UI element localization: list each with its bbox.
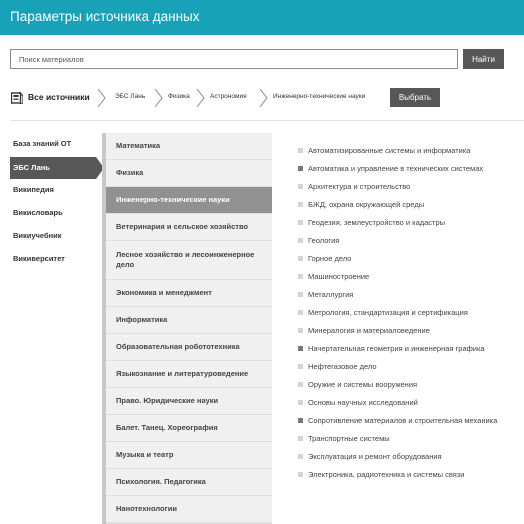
category-label: Автоматизированные системы и информатика (308, 146, 471, 155)
category-marker-icon (298, 418, 303, 423)
category-label: Архитектура и строительство (308, 182, 411, 191)
category-marker-icon (298, 436, 303, 441)
select-button[interactable]: Выбрать (390, 88, 440, 107)
category-item[interactable] (298, 380, 524, 398)
category-marker-icon (298, 310, 303, 315)
subject-item[interactable]: Лесное хозяйство и лесоинженерное дело (106, 241, 272, 279)
category-item[interactable] (298, 398, 524, 416)
category-item[interactable] (298, 236, 524, 254)
subject-item[interactable]: Психология. Педагогика (106, 469, 272, 495)
category-marker-icon (298, 328, 303, 333)
category-item[interactable] (298, 344, 524, 362)
category-label: Электроника, радиотехника и системы связи (308, 470, 465, 479)
category-label: Транспортные системы (308, 434, 390, 443)
category-item[interactable] (298, 218, 524, 236)
categories-list (298, 146, 524, 488)
breadcrumb (11, 84, 521, 112)
subject-item[interactable]: Музыка и театр (106, 442, 272, 468)
sources-list (10, 134, 104, 272)
category-label: Эксплуатация и ремонт оборудования (308, 452, 442, 461)
subject-item[interactable]: Право. Юридические науки (106, 388, 272, 414)
category-item[interactable] (298, 254, 524, 272)
category-label: Металлургия (308, 290, 354, 299)
category-label: Оружие и системы вооружения (308, 380, 418, 389)
category-marker-icon (298, 166, 303, 171)
app-header (0, 0, 524, 35)
source-item[interactable]: Викисловарь (13, 208, 63, 217)
category-item[interactable] (298, 200, 524, 218)
subject-item[interactable]: Образовательная робототехника (106, 334, 272, 360)
category-label: Горное дело (308, 254, 352, 263)
category-marker-icon (298, 472, 303, 477)
category-marker-icon (298, 364, 303, 369)
subject-item[interactable]: Экономика и менеджмент (106, 280, 272, 306)
category-item[interactable] (298, 164, 524, 182)
category-label: Сопротивление материалов и строительная механика (308, 416, 498, 425)
category-item[interactable] (298, 272, 524, 290)
subject-item[interactable]: Математика (106, 133, 272, 159)
category-item[interactable] (298, 308, 524, 326)
chevron-right-icon (96, 88, 106, 108)
subject-item[interactable]: Ветеринария и сельское хозяйство (106, 214, 272, 240)
source-item[interactable]: База знаний ОТ (13, 139, 72, 148)
subject-item[interactable]: Нанотехнологии (106, 496, 272, 522)
category-marker-icon (298, 274, 303, 279)
category-item[interactable] (298, 182, 524, 200)
category-marker-icon (298, 382, 303, 387)
subject-item[interactable]: Физика (106, 160, 272, 186)
category-item[interactable] (298, 452, 524, 470)
category-label: Автоматика и управление в технических системах (308, 164, 484, 173)
chevron-right-icon (195, 88, 205, 108)
category-label: Основы научных исследований (308, 398, 418, 407)
chevron-right-icon (153, 88, 163, 108)
page-title: Параметры источника данных (10, 9, 200, 24)
category-marker-icon (298, 346, 303, 351)
category-marker-icon (298, 454, 303, 459)
category-marker-icon (298, 400, 303, 405)
category-item[interactable] (298, 146, 524, 164)
category-item[interactable] (298, 434, 524, 452)
subject-item[interactable]: Информатика (106, 307, 272, 333)
category-item[interactable] (298, 326, 524, 344)
source-item[interactable]: Википедия (13, 185, 54, 194)
breadcrumb-item[interactable]: Инженерно-технические науки (273, 93, 366, 100)
divider (10, 120, 524, 121)
source-item[interactable]: Викиверситет (13, 254, 65, 263)
source-item[interactable]: Викиучебник (13, 231, 62, 240)
category-label: Геодезия, землеустройство и кадастры (308, 218, 446, 227)
subject-item-active[interactable]: Инженерно-технические науки (106, 187, 272, 213)
breadcrumb-item[interactable]: Физика (168, 93, 190, 100)
category-label: Минералогия и материаловедение (308, 326, 430, 335)
category-label: Начертательная геометрия и инженерная графика (308, 344, 485, 353)
breadcrumb-all-sources[interactable]: Все источники (28, 92, 90, 102)
search-input[interactable] (10, 49, 458, 69)
category-marker-icon (298, 148, 303, 153)
source-item-active[interactable]: ЭБС Лань (10, 157, 96, 179)
category-marker-icon (298, 256, 303, 261)
category-item[interactable] (298, 290, 524, 308)
category-item[interactable] (298, 470, 524, 488)
category-item[interactable] (298, 416, 524, 434)
category-marker-icon (298, 184, 303, 189)
breadcrumb-item[interactable]: Астрономия (210, 93, 247, 100)
category-item[interactable] (298, 362, 524, 380)
subjects-list (102, 133, 272, 524)
category-marker-icon (298, 202, 303, 207)
category-label: БЖД, охрана окружающей среды (308, 200, 425, 209)
breadcrumb-item[interactable]: ЭБС Лань (115, 93, 146, 100)
category-label: Геология (308, 236, 340, 245)
category-marker-icon (298, 292, 303, 297)
category-marker-icon (298, 238, 303, 243)
sources-icon (11, 92, 23, 104)
chevron-right-icon (258, 88, 268, 108)
category-label: Нефтегазовое дело (308, 362, 377, 371)
subject-item[interactable]: Балет. Танец. Хореография (106, 415, 272, 441)
subject-item[interactable]: Языкознание и литературоведение (106, 361, 272, 387)
category-label: Машиностроение (308, 272, 370, 281)
search-button[interactable]: Найти (463, 49, 504, 69)
category-label: Метрология, стандартизация и сертификация (308, 308, 468, 317)
category-marker-icon (298, 220, 303, 225)
